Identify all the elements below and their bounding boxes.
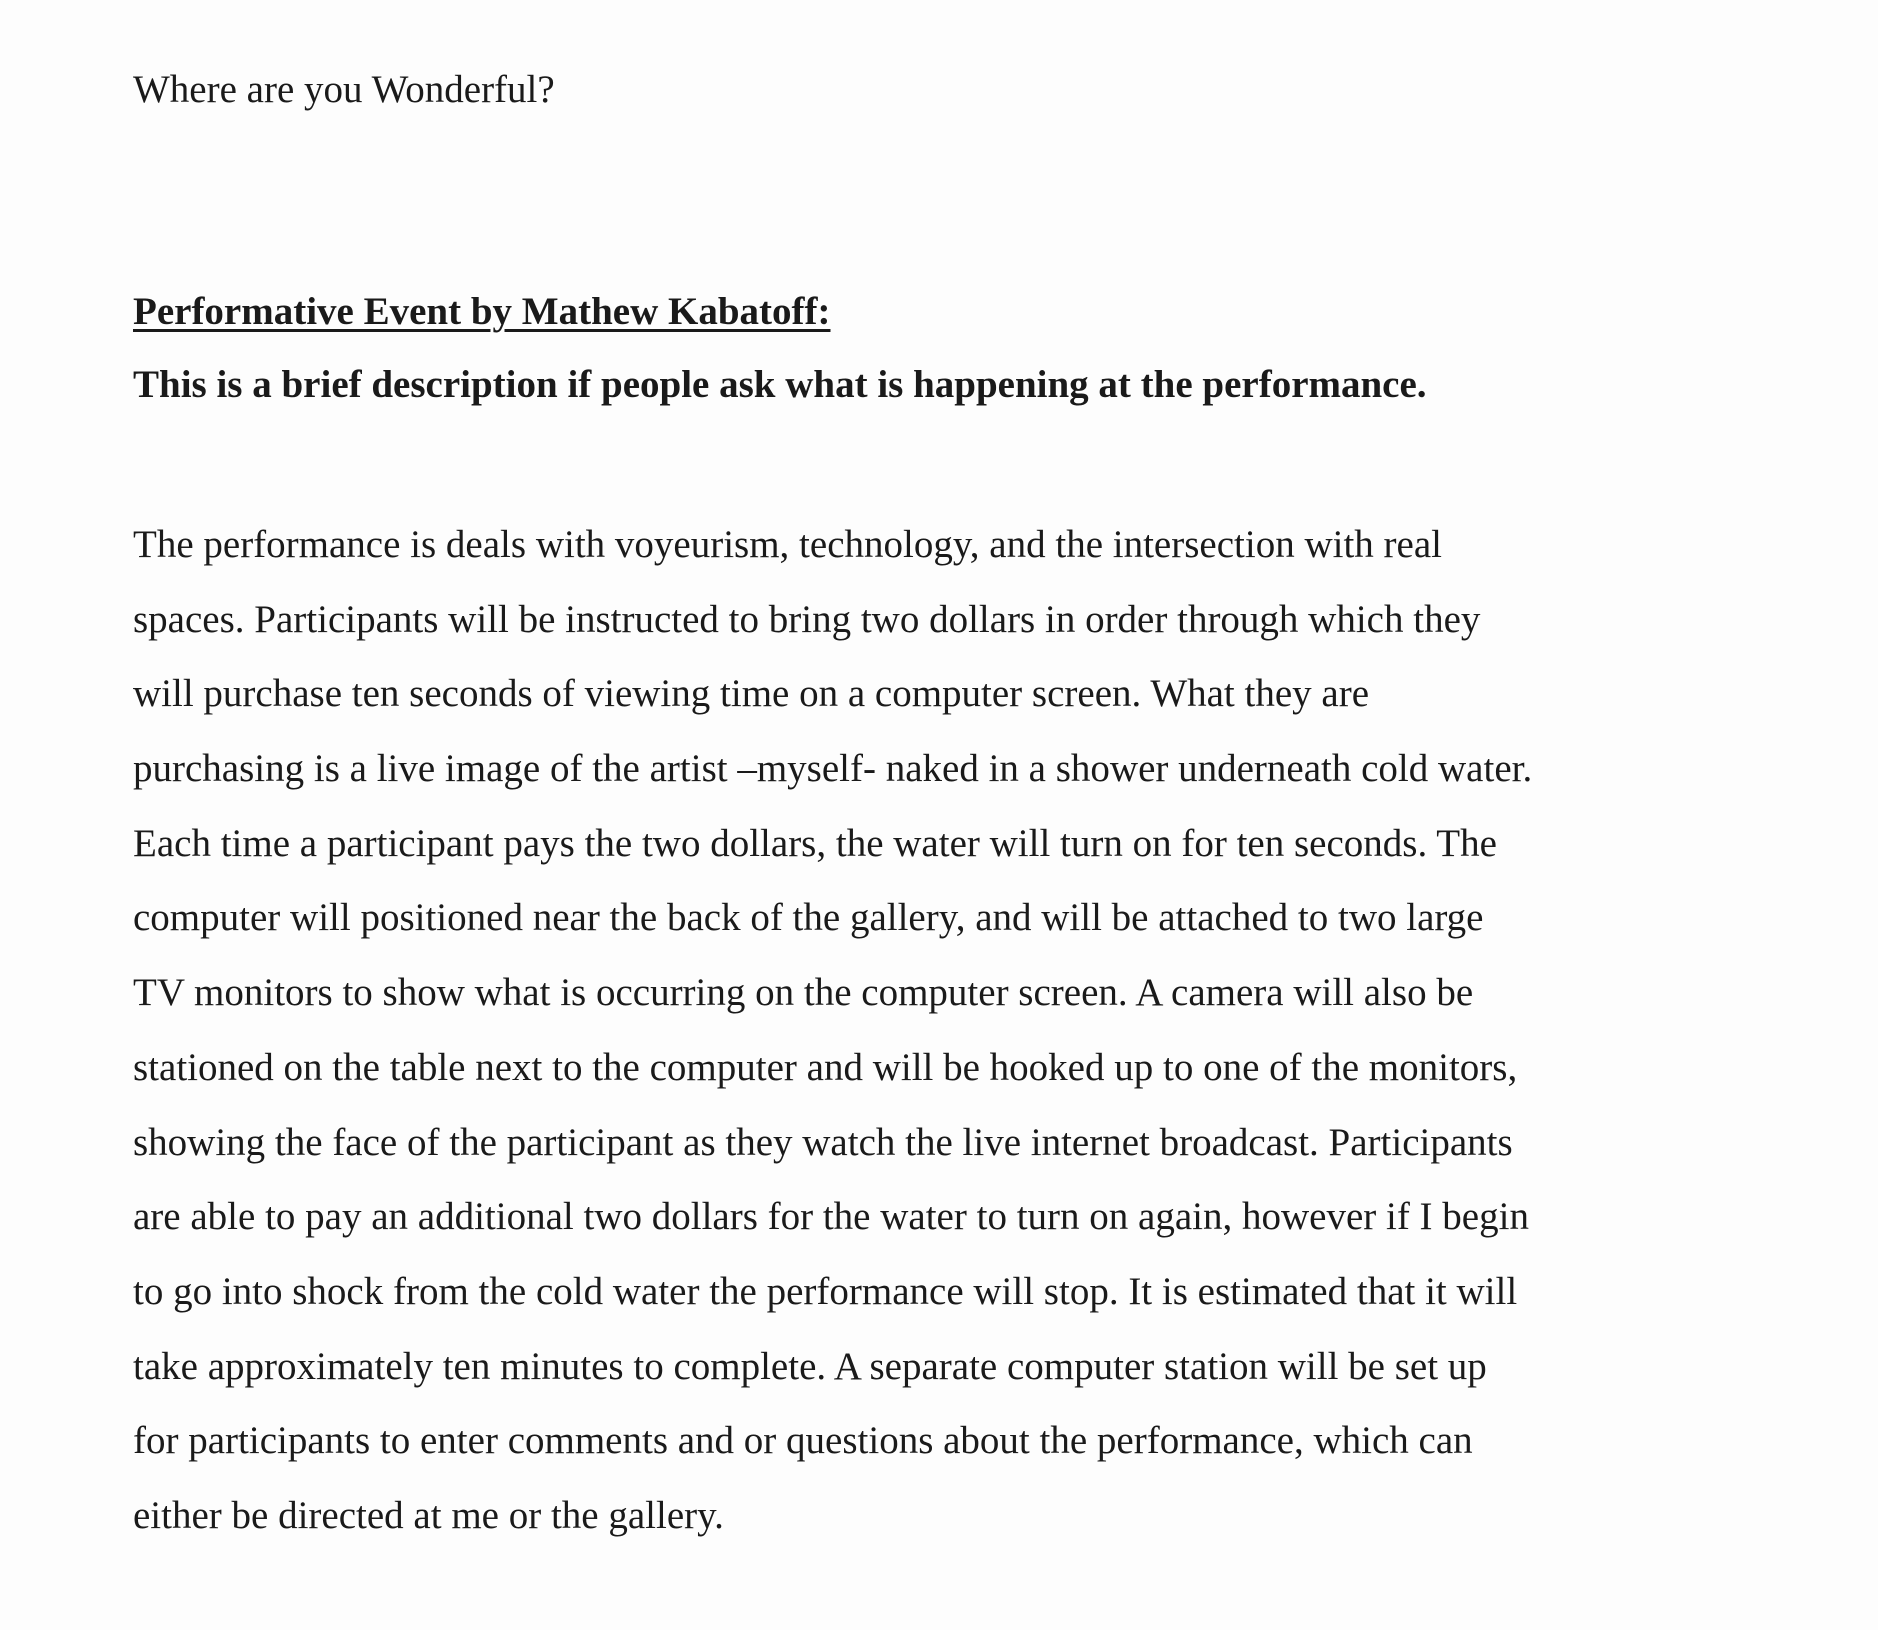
paragraph-line: either be directed at me or the gallery. — [133, 1493, 724, 1537]
paragraph-line: computer will positioned near the back of the gallery, and will be attached to two large — [133, 896, 1484, 940]
paragraph-line: stationed on the table next to the computer and will be hooked up to one of the monitors, — [133, 1045, 1518, 1089]
event-heading: Performative Event by Mathew Kabatoff: — [133, 290, 831, 333]
paragraph-line: to go into shock from the cold water the performance will stop. It is estimated that it will — [133, 1269, 1518, 1313]
document-title: Where are you Wonderful? — [133, 68, 555, 111]
paragraph-line: take approximately ten minutes to complete. A separate computer station will be set up — [133, 1344, 1487, 1388]
paragraph-line: purchasing is a live image of the artist –myself- naked in a shower underneath cold water. — [133, 747, 1533, 791]
paragraph-line: The performance is deals with voyeurism, technology, and the intersection with real — [133, 523, 1442, 566]
paragraph-line: spaces. Participants will be instructed to bring two dollars in order through which they — [133, 597, 1481, 641]
paragraph-line: Each time a participant pays the two dollars, the water will turn on for ten seconds. The — [133, 821, 1497, 865]
event-subheading: This is a brief description if people ask what is happening at the performance. — [133, 363, 1427, 406]
paragraph-line: showing the face of the participant as they watch the live internet broadcast. Participants — [133, 1120, 1513, 1164]
paragraph-line: for participants to enter comments and or questions about the performance, which can — [133, 1419, 1473, 1463]
paragraph-line: TV monitors to show what is occurring on the computer screen. A camera will also be — [133, 971, 1474, 1015]
description-paragraph — [133, 508, 1773, 1554]
paragraph-line: are able to pay an additional two dollars for the water to turn on again, however if I begin — [133, 1195, 1529, 1239]
paragraph-line: will purchase ten seconds of viewing time on a computer screen. What they are — [133, 672, 1370, 716]
